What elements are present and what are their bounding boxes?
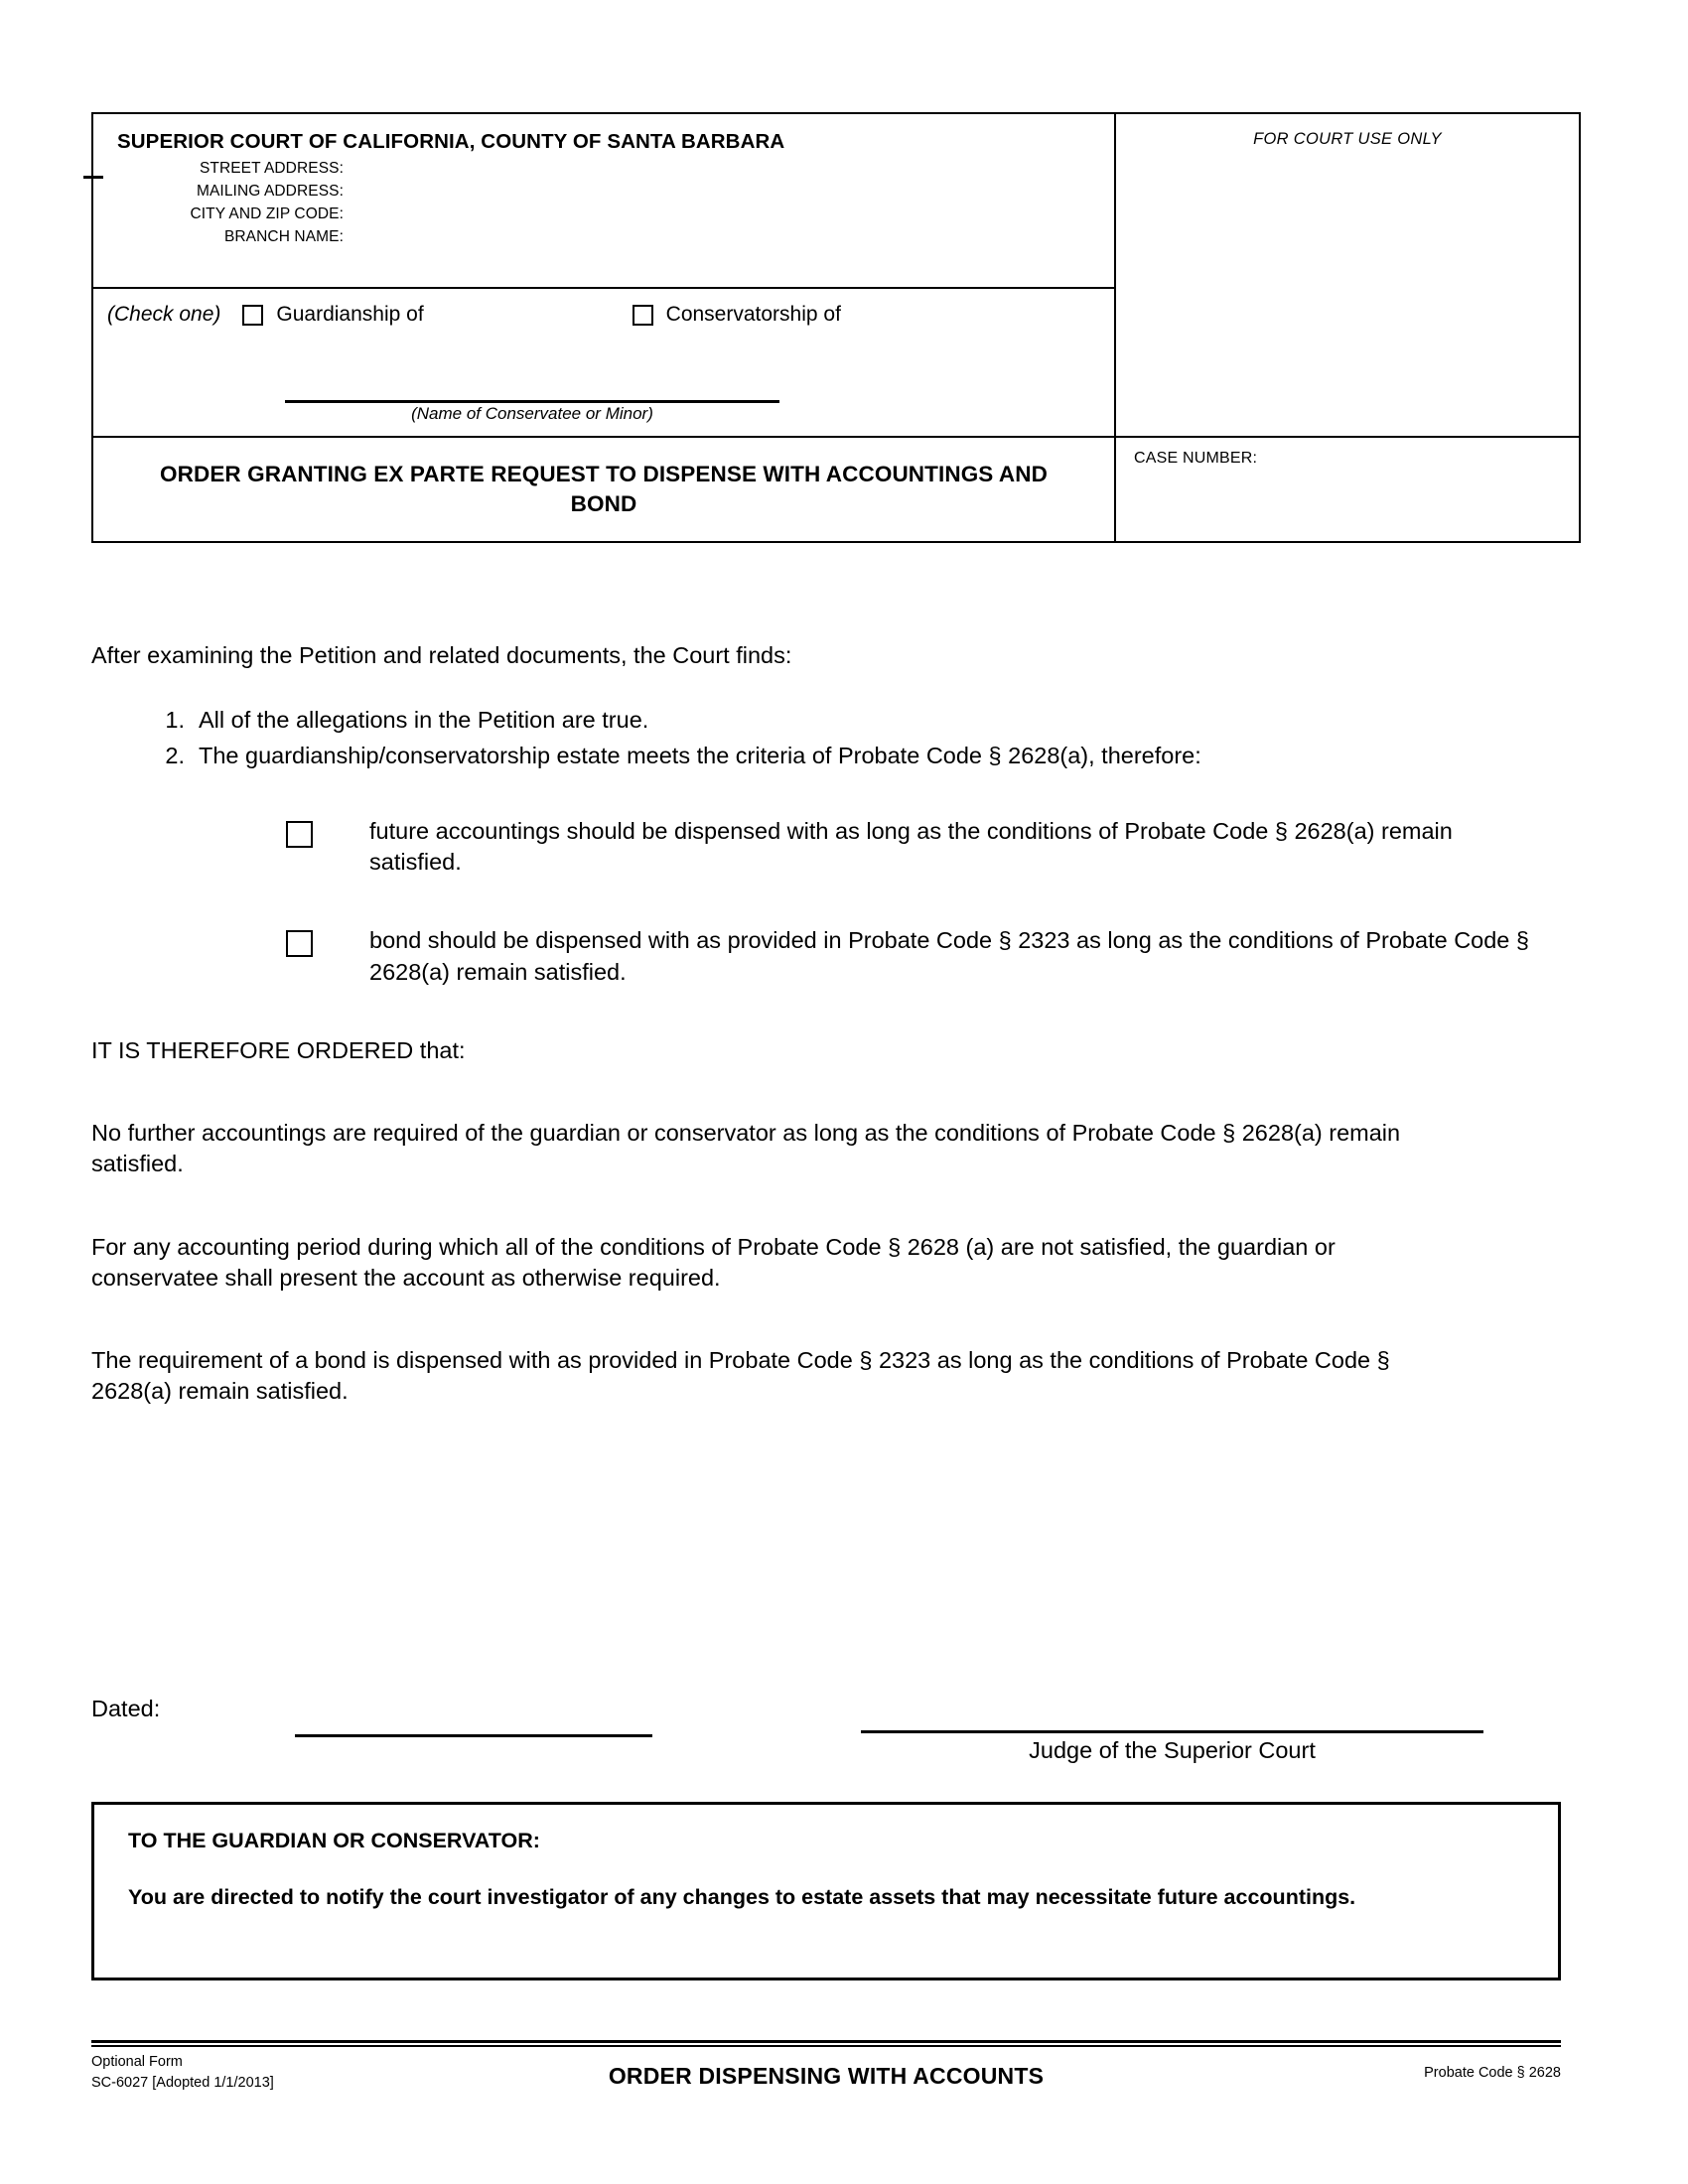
caption-upper-row (93, 114, 1579, 436)
conservatorship-label: Conservatorship of (665, 303, 841, 326)
bond-checkbox[interactable] (286, 930, 313, 957)
court-info-cell (93, 114, 1116, 436)
checkbox-row-accountings (286, 816, 1601, 879)
case-type-block (93, 289, 1114, 436)
order-paragraph-2: For any accounting period during which all of the conditions of Probate Code § 2628 (a) are not satisfied, the guardian or conservatee shall present the account as otherwise required. (91, 1233, 1336, 1291)
dated-line[interactable] (295, 1734, 652, 1737)
order-checkbox-list (91, 816, 1601, 988)
footer-rule-bottom (91, 2045, 1561, 2047)
document-body (91, 640, 1601, 1408)
notice-box (91, 1802, 1561, 1980)
order-paragraph-1: No further accountings are required of the guardian or conservator as long as the conditions of Probate Code § 2628(a) remain satisfied. (91, 1120, 1401, 1177)
notice-text: You are directed to notify the court investigator of any changes to estate assets that may necessitate future accountings. (128, 1885, 1356, 1909)
street-address-label: STREET ADDRESS: (199, 160, 344, 177)
check-one-label: (Check one) (107, 303, 221, 326)
guardianship-checkbox[interactable] (242, 305, 263, 326)
city-zip-label: CITY AND ZIP CODE: (190, 205, 344, 222)
future-accountings-text: future accountings should be dispensed with as long as the conditions of Probate Code § 2628(a) remain satisfied. (369, 817, 1453, 875)
footer-rule-top (91, 2040, 1561, 2043)
order-paragraph-3: The requirement of a bond is dispensed with as provided in Probate Code § 2323 as long as the conditions of Probate Code § 2628(a) remain satisfied. (91, 1347, 1390, 1405)
list-item-number: 2. (165, 742, 185, 768)
caption-title-row (93, 436, 1579, 541)
case-number-label: CASE NUMBER: (1134, 450, 1258, 467)
guardianship-label: Guardianship of (276, 303, 424, 326)
footer-content (91, 2052, 1561, 2112)
list-item (151, 741, 1601, 771)
list-item-text: All of the allegations in the Petition are true. (199, 707, 649, 734)
for-court-use-cell (1116, 114, 1579, 436)
judge-label: Judge of the Superior Court (1029, 1737, 1316, 1763)
judge-signature-line[interactable] (861, 1730, 1483, 1733)
list-item-text: The guardianship/conservatorship estate meets the criteria of Probate Code § 2628(a), therefore: (199, 742, 1201, 768)
case-number-cell (1116, 438, 1579, 541)
form-title: ORDER GRANTING EX PARTE REQUEST TO DISPENSE WITH ACCOUNTINGS AND BOND (160, 462, 1048, 517)
caption-block (91, 112, 1581, 543)
list-item-number: 1. (165, 707, 185, 734)
name-entry-line[interactable] (285, 400, 779, 403)
page-footer (91, 2040, 1561, 2112)
court-name: SUPERIOR COURT OF CALIFORNIA, COUNTY OF SANTA BARBARA (117, 130, 785, 153)
mailing-address-label: MAILING ADDRESS: (196, 183, 344, 200)
form-title-cell (93, 438, 1116, 541)
footer-form-number: SC-6027 [Adopted 1/1/2013] (91, 2075, 274, 2092)
ordered-heading: IT IS THEREFORE ORDERED that: (91, 1036, 466, 1063)
signature-block (91, 1678, 1601, 1787)
checkbox-row-bond (286, 925, 1601, 988)
name-caption: (Name of Conservatee or Minor) (411, 404, 653, 423)
for-court-use-only-label: FOR COURT USE ONLY (1253, 130, 1442, 148)
list-item (151, 705, 1601, 736)
notice-title: TO THE GUARDIAN OR CONSERVATOR: (128, 1829, 540, 1852)
future-accountings-checkbox[interactable] (286, 821, 313, 848)
caption-tick-mark (83, 176, 103, 179)
branch-name-label: BRANCH NAME: (223, 228, 344, 245)
footer-center-title: ORDER DISPENSING WITH ACCOUNTS (608, 2063, 1045, 2089)
case-type-row (93, 289, 1114, 327)
intro-paragraph: After examining the Petition and related documents, the Court finds: (91, 642, 792, 668)
conservatorship-checkbox[interactable] (633, 305, 653, 326)
footer-optional-form: Optional Form (91, 2054, 183, 2070)
court-address-block (93, 114, 1114, 289)
footer-code-reference: Probate Code § 2628 (1424, 2065, 1561, 2081)
dated-label: Dated: (91, 1696, 161, 1721)
findings-list (91, 705, 1601, 771)
bond-text: bond should be dispensed with as provided in Probate Code § 2323 as long as the conditions of Probate Code § 2628(a) remain satisfied. (369, 927, 1529, 985)
